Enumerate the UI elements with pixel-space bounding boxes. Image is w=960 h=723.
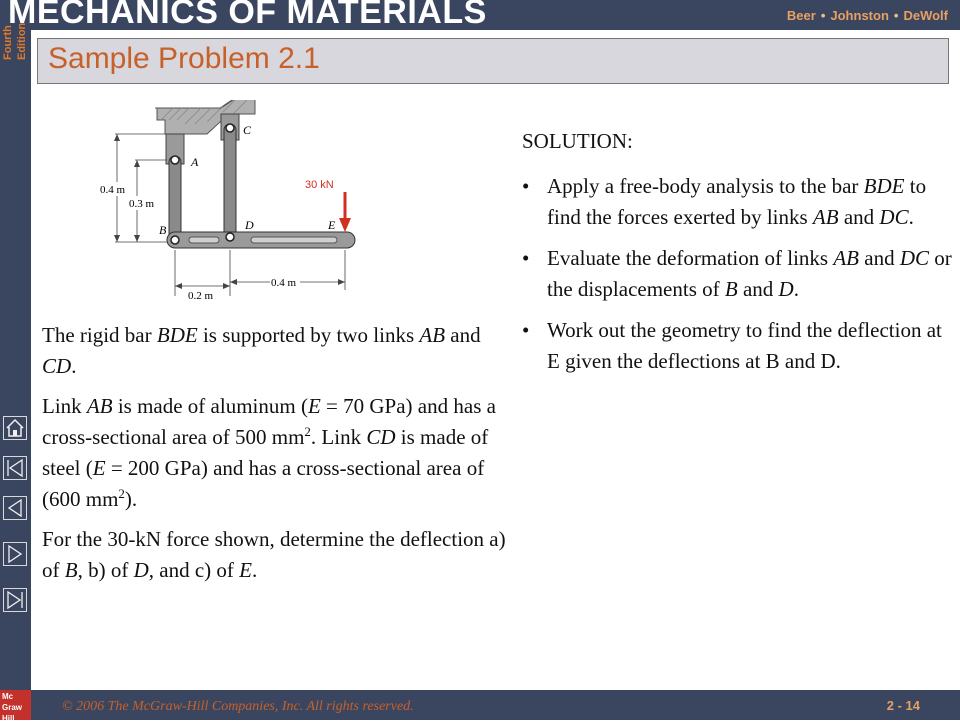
text-italic: DC xyxy=(899,246,930,270)
book-title: MECHANICS OF MATERIALS xyxy=(8,0,487,31)
author-1: Beer xyxy=(786,8,816,23)
text-italic: E xyxy=(92,456,106,480)
bullet-icon: • xyxy=(522,174,530,198)
text: . xyxy=(908,205,914,229)
logo-text: Mc xyxy=(2,692,14,701)
text: = 70 GPa) and has a cross-sectional area of 500 mm xyxy=(42,394,496,449)
copyright: © 2006 The McGraw-Hill Companies, Inc. All rights reserved. xyxy=(62,699,414,714)
text: . xyxy=(71,354,77,378)
text-italic: B xyxy=(724,277,738,301)
authors xyxy=(787,8,948,23)
load-label: 30 kN xyxy=(305,179,334,191)
text: . xyxy=(793,277,799,301)
text-italic: AB xyxy=(419,323,446,347)
text-italic: B xyxy=(64,558,78,582)
text-italic: AB xyxy=(86,394,113,418)
text: or the displacements of xyxy=(547,246,952,301)
slide-title: Sample Problem 2.1 xyxy=(48,42,320,75)
previous-slide-icon[interactable] xyxy=(3,496,27,520)
logo-text: Hill xyxy=(2,714,15,723)
rigid-bar-figure xyxy=(95,100,380,300)
text: Apply a free-body analysis to the bar xyxy=(547,174,864,198)
problem-paragraph-3 xyxy=(42,524,507,586)
label-d: D xyxy=(245,218,254,232)
author-separator: • xyxy=(893,8,899,23)
solution-bullet-2 xyxy=(522,243,952,305)
solution-heading: SOLUTION: xyxy=(522,129,633,153)
text: and xyxy=(737,277,779,301)
page-number: 2 - 14 xyxy=(886,698,920,713)
text: Work out the geometry to find the deflection at E given the deflections at B and D. xyxy=(547,318,942,373)
text-italic: AB xyxy=(833,246,859,270)
text-italic: CD xyxy=(366,425,396,449)
label-c: C xyxy=(243,123,252,137)
text: is supported by two links xyxy=(197,323,420,347)
problem-paragraph-1 xyxy=(42,320,507,382)
problem-paragraph-2 xyxy=(42,391,507,515)
text: Link xyxy=(42,394,87,418)
bullet-icon: • xyxy=(522,246,530,270)
text: . xyxy=(251,558,258,582)
text: = 200 GPa) and has a cross-sectional area of (600 mm xyxy=(42,456,485,511)
home-icon[interactable] xyxy=(3,416,27,440)
text: For the 30-kN force shown, determine the deflection a) of xyxy=(42,527,506,582)
text: and xyxy=(445,323,481,347)
edition-line-2: Edition xyxy=(16,22,28,60)
dim-04-horizontal: 0.4 m xyxy=(271,277,297,289)
text: Evaluate the deformation of links xyxy=(547,246,834,270)
text: , b) of xyxy=(77,558,134,582)
problem-statement xyxy=(42,320,507,595)
dim-03-vertical: 0.3 m xyxy=(129,198,155,210)
first-slide-icon[interactable] xyxy=(3,456,27,480)
author-2: Johnston xyxy=(830,8,889,23)
label-b: B xyxy=(159,223,167,237)
text: . Link xyxy=(310,425,367,449)
solution-section xyxy=(522,126,952,387)
text-italic: D xyxy=(778,277,794,301)
text: is made of steel ( xyxy=(42,425,489,480)
sidebar xyxy=(0,0,31,720)
text-italic: BDE xyxy=(863,174,905,198)
solution-bullet-1 xyxy=(522,171,952,233)
edition-line-1: Fourth xyxy=(2,25,14,60)
mcgraw-hill-logo xyxy=(0,690,31,723)
slide-title-box xyxy=(37,38,949,84)
last-slide-icon[interactable] xyxy=(3,588,27,612)
dim-02-horizontal: 0.2 m xyxy=(188,290,214,300)
text: is made of aluminum ( xyxy=(112,394,308,418)
text: and xyxy=(838,205,880,229)
text: and xyxy=(859,246,900,270)
text-italic: E xyxy=(239,558,252,582)
label-a: A xyxy=(191,155,199,169)
text: to find the forces exerted by links xyxy=(547,174,927,229)
load-arrow-icon xyxy=(339,218,351,232)
text: The rigid bar xyxy=(42,323,157,347)
dim-04-vertical: 0.4 m xyxy=(100,184,126,196)
bullet-icon: • xyxy=(522,318,530,342)
label-e: E xyxy=(328,218,336,232)
text: ). xyxy=(124,487,138,511)
solution-bullet-3 xyxy=(522,315,952,377)
superscript: 2 xyxy=(118,486,125,501)
superscript: 2 xyxy=(304,424,311,439)
text-italic: AB xyxy=(812,205,839,229)
author-3: DeWolf xyxy=(903,8,948,23)
next-slide-icon[interactable] xyxy=(3,542,27,566)
text-italic: E xyxy=(307,394,321,418)
author-separator: • xyxy=(820,8,826,23)
text-italic: BDE xyxy=(156,323,198,347)
text-italic: D xyxy=(133,558,149,582)
text-italic: CD xyxy=(42,354,72,378)
text-italic: DC xyxy=(879,205,909,229)
text: , and c) of xyxy=(148,558,240,582)
logo-text: Graw xyxy=(2,703,23,712)
